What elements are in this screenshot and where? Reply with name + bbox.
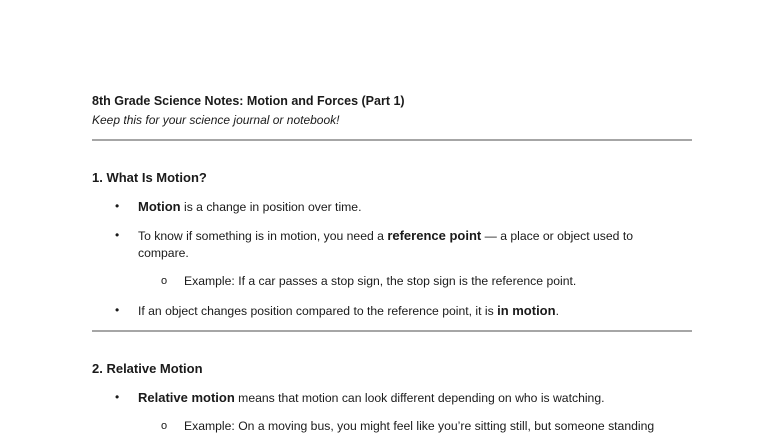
term-motion: Motion xyxy=(138,199,181,214)
section-1-bullet-2-continued: compare. xyxy=(138,246,189,260)
bullet-icon: • xyxy=(115,390,120,404)
sub-bullet-icon: o xyxy=(161,420,168,432)
document-title: 8th Grade Science Notes: Motion and Forces (Part 1) xyxy=(92,94,405,108)
example-label: Example: xyxy=(184,419,235,433)
section-1-example: Example: If a car passes a stop sign, the stop sign is the reference point. xyxy=(184,274,577,288)
section-2-heading: 2. Relative Motion xyxy=(92,361,203,376)
term-relative-motion: Relative motion xyxy=(138,390,235,405)
section-1-heading: 1. What Is Motion? xyxy=(92,170,207,185)
section-1-bullet-2: To know if something is in motion, you need a reference point — a place or object used to xyxy=(138,228,633,243)
bullet-icon: • xyxy=(115,199,120,213)
example-label: Example: xyxy=(184,274,235,288)
section-1-bullet-1: Motion is a change in position over time. xyxy=(138,199,362,214)
divider-1 xyxy=(92,139,692,141)
term-reference-point: reference point xyxy=(387,228,482,243)
bullet-icon: • xyxy=(115,228,120,242)
term-in-motion: in motion xyxy=(497,303,556,318)
document-subtitle: Keep this for your science journal or notebook! xyxy=(92,113,340,127)
section-1-bullet-3: If an object changes position compared to the reference point, it is in motion. xyxy=(138,303,559,318)
section-2-bullet-1: Relative motion means that motion can look different depending on who is watching. xyxy=(138,390,605,405)
divider-2 xyxy=(92,330,692,332)
sub-bullet-icon: o xyxy=(161,275,168,287)
bullet-icon: • xyxy=(115,303,120,317)
section-2-example: Example: On a moving bus, you might feel like you’re sitting still, but someone standing xyxy=(184,419,655,433)
